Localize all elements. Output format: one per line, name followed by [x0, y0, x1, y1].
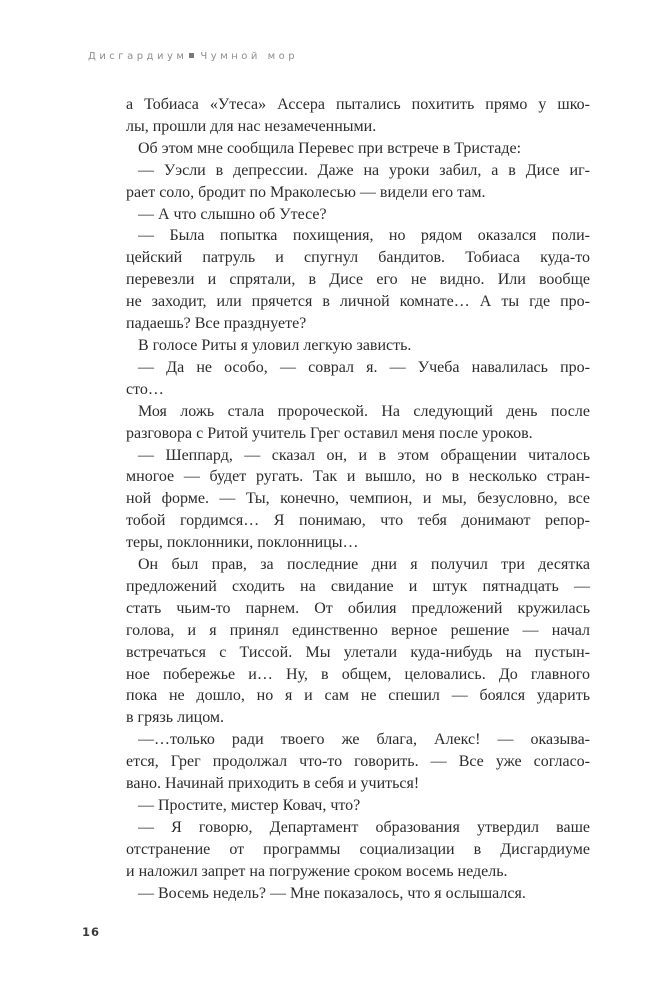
book-title: Дисгардиум [88, 51, 188, 62]
text-line: ной форме. — Ты, конечно, чемпион, и мы, безусловно, все [126, 490, 590, 508]
text-line: Об этом мне сообщила Перевес при встрече в Тристаде: [138, 139, 522, 157]
text-line: пока не дошло, но я и сам не спешил — боялся ударить [126, 687, 590, 705]
text-line: вано. Начинай приходить в себя и учиться! [126, 775, 420, 793]
text-line: теры, поклонники, поклонницы… [126, 534, 359, 552]
text-line: — Уэсли в депрессии. Даже на уроки забил, а в Дисе иг- [138, 161, 590, 179]
text-line: Он был прав, за последние дни я получил три десятка [138, 556, 590, 574]
page-number: 16 [82, 925, 101, 939]
text-line: — А что слышно об Утесе? [138, 205, 327, 223]
text-line: — Восемь недель? — Мне показалось, что я ослышался. [138, 884, 526, 902]
text-line: а Тобиаса «Утеса» Ассера пытались похитить прямо у шко- [126, 96, 590, 113]
text-line: встречаться с Тиссой. Мы улетали куда-нибудь на пустын- [126, 643, 590, 661]
text-line: В голосе Риты я уловил легкую зависть. [138, 336, 412, 354]
text-line: не заходит, или прячется в личной комнате… А ты где про- [126, 293, 590, 311]
text-line: — Да не особо, — соврал я. — Учеба навалилась про- [138, 358, 590, 376]
text-line: предложений сходить на свидание и штук пятнадцать — [126, 577, 590, 595]
part-title: Чумной мор [200, 51, 299, 62]
text-line: голова, и я принял единственно верное решение — начал [126, 621, 590, 639]
text-line: лы, прошли для нас незамеченными. [126, 117, 377, 135]
text-line: — Простите, мистер Ковач, что? [138, 797, 361, 814]
text-line: — Я говорю, Департамент образования утвердил ваше [138, 818, 590, 836]
text-line: рает соло, бродит по Мраколесью — видели его там. [126, 183, 486, 201]
text-line: тобой гордимся… Я понимаю, что тебя донимают репор- [126, 512, 590, 530]
square-separator-icon [189, 53, 194, 58]
text-line: цейский патруль и спугнул бандитов. Тобиаса куда-то [126, 249, 590, 267]
text-line: и наложил запрет на погружение сроком восемь недель. [126, 862, 508, 880]
text-line: ное побережье и… Ну, в общем, целовались. До главного [126, 665, 590, 683]
text-line: перевезли и спрятали, в Дисе его не видно. Или вообще [126, 271, 590, 289]
text-line: —…только ради твоего же блага, Алекс! — оказыва- [138, 731, 590, 749]
running-header [88, 51, 298, 62]
text-line: стать чьим-то парнем. От обилия предложений кружилась [126, 599, 590, 617]
text-line: в грязь лицом. [126, 709, 225, 727]
text-line: — Была попытка похищения, но рядом оказался поли- [138, 227, 590, 245]
text-line: — Шеппард, — сказал он, и в этом обращении читалось [138, 446, 590, 464]
text-line: ется, Грег продолжал что-то говорить. — Все уже согласо- [126, 753, 590, 771]
text-line: падаешь? Все празднуете? [126, 315, 307, 333]
text-line: многое — будет ругать. Так и вышло, но в несколько стран- [126, 468, 590, 486]
text-line: сто… [126, 380, 164, 398]
text-line: разговора с Ритой учитель Грег оставил меня после уроков. [126, 424, 533, 442]
text-line: Моя ложь стала пророческой. На следующий день после [138, 402, 590, 420]
text-line: отстранение от программы социализации в Дисгардиуме [126, 840, 590, 858]
text-block [126, 94, 590, 905]
